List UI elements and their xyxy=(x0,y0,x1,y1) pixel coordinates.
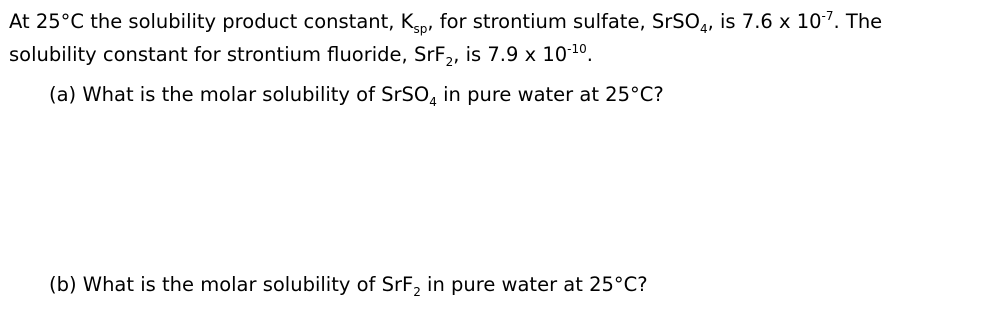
sulfate-subscript: 4 xyxy=(699,22,708,36)
part-a-text-2: in pure water at 25°C? xyxy=(436,83,664,106)
part-b-subscript: 2 xyxy=(413,285,421,299)
intro-text-2: , for strontium sulfate, SrSO xyxy=(427,10,700,33)
question-part-a xyxy=(49,83,664,107)
part-b-text-1: (b) What is the molar solubility of SrF xyxy=(49,273,414,296)
ksp-exponent: -7 xyxy=(821,9,834,23)
intro2-text-2: , is 7.9 x 10 xyxy=(453,43,568,66)
ksp-subscript: sp xyxy=(413,22,428,36)
problem-intro-line-2 xyxy=(9,43,593,67)
question-part-b xyxy=(49,273,648,297)
fluoride-exponent: -10 xyxy=(567,42,587,56)
part-b-text-2: in pure water at 25°C? xyxy=(420,273,648,296)
part-a-subscript: 4 xyxy=(429,95,437,109)
intro2-text-3: . xyxy=(586,43,593,66)
part-a-text-1: (a) What is the molar solubility of SrSO xyxy=(49,83,430,106)
problem-intro-line-1 xyxy=(9,10,882,34)
intro2-text-1: solubility constant for strontium fluoride, SrF xyxy=(9,43,446,66)
fluoride-subscript: 2 xyxy=(445,55,454,69)
intro-text-1: At 25°C the solubility product constant, K xyxy=(9,10,414,33)
intro-text-4: . The xyxy=(833,10,883,33)
intro-text-3: , is 7.6 x 10 xyxy=(707,10,822,33)
